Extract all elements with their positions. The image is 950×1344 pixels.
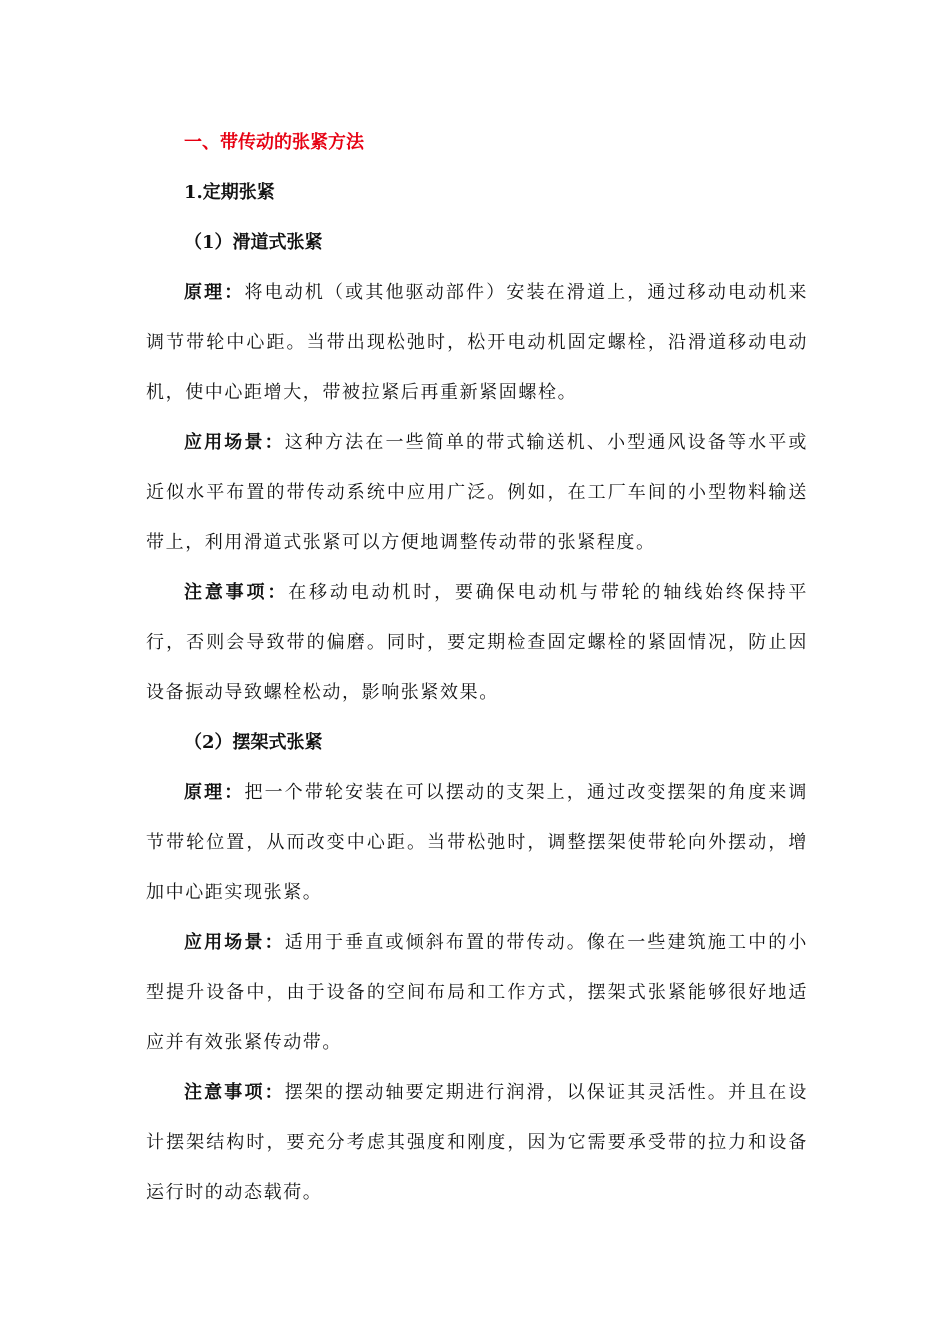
notes-label: 注意事项：: [184, 1082, 285, 1103]
application-text: 这种方法在一些简单的带式输送机、小型通风设备等水平或近似水平布置的带传动系统中应用广泛。例如，在工厂车间的小型物料输送带上，利用滑道式张紧可以方便地调整传动带的张紧程度。: [146, 432, 808, 553]
principle-text: 把一个带轮安装在可以摆动的支架上，通过改变摆架的角度来调节带轮位置，从而改变中心距。当带松弛时，调整摆架使带轮向外摆动，增加中心距实现张紧。: [146, 782, 809, 903]
application-label: 应用场景：: [184, 932, 285, 953]
document-page: [146, 128, 808, 1228]
notes-paragraph: [146, 1068, 808, 1218]
notes-label: 注意事项：: [184, 582, 289, 603]
principle-text: 将电动机（或其他驱动部件）安装在滑道上，通过移动电动机来调节带轮中心距。当带出现松弛时，松开电动机固定螺栓，沿滑道移动电动机，使中心距增大，带被拉紧后再重新紧固螺栓。: [146, 282, 809, 403]
principle-paragraph: [146, 768, 808, 918]
notes-text: 在移动电动机时，要确保电动机与带轮的轴线始终保持平行，否则会导致带的偏磨。同时，要定期检查固定螺栓的紧固情况，防止因设备振动导致螺栓松动，影响张紧效果。: [146, 582, 809, 703]
application-paragraph: [146, 918, 808, 1068]
principle-label: 原理：: [184, 782, 245, 803]
principle-label: 原理：: [184, 282, 245, 303]
item-title-swing-frame: （2）摆架式张紧: [184, 732, 323, 753]
subsection-title: 1.定期张紧: [184, 182, 275, 203]
item-title-sliding: （1）滑道式张紧: [184, 232, 323, 253]
application-label: 应用场景：: [184, 432, 285, 453]
application-paragraph: [146, 418, 808, 568]
principle-paragraph: [146, 268, 808, 418]
application-text: 适用于垂直或倾斜布置的带传动。像在一些建筑施工中的小型提升设备中，由于设备的空间布局和工作方式，摆架式张紧能够很好地适应并有效张紧传动带。: [146, 932, 808, 1053]
notes-paragraph: [146, 568, 808, 718]
section-title: 一、带传动的张紧方法: [184, 132, 364, 153]
notes-text: 摆架的摆动轴要定期进行润滑，以保证其灵活性。并且在设计摆架结构时，要充分考虑其强度和刚度，因为它需要承受带的拉力和设备运行时的动态载荷。: [146, 1082, 808, 1203]
